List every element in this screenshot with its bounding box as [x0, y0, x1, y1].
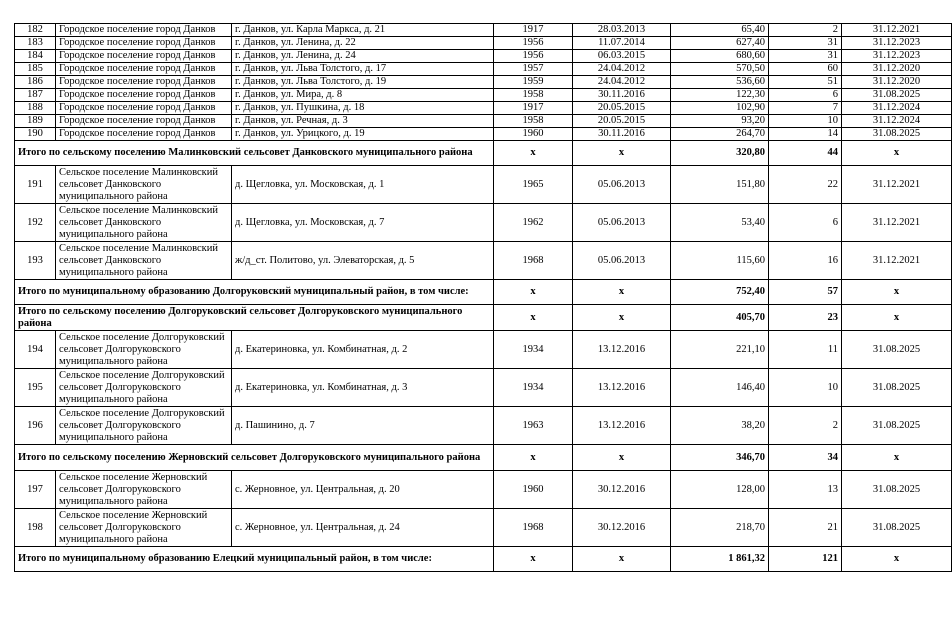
row-number: 195 [15, 369, 56, 407]
row-number: 193 [15, 242, 56, 280]
recognition-date-cell: 13.12.2016 [573, 331, 671, 369]
row-number: 185 [15, 63, 56, 76]
owner-cell: Городское поселение город Данков [56, 24, 232, 37]
address-cell: д. Екатериновка, ул. Комбинатная, д. 2 [232, 331, 494, 369]
table-row [15, 369, 952, 407]
row-number: 198 [15, 509, 56, 547]
address-cell: г. Данков, ул. Мира, д. 8 [232, 89, 494, 102]
owner-cell: Городское поселение город Данков [56, 115, 232, 128]
recognition-date-cell: 20.05.2015 [573, 115, 671, 128]
subtotal-deadline-cell: x [842, 547, 952, 572]
owner-cell: Городское поселение город Данков [56, 76, 232, 89]
resettlement-deadline-cell: 31.08.2025 [842, 369, 952, 407]
area-cell: 38,20 [671, 407, 769, 445]
recognition-date-cell: 24.04.2012 [573, 76, 671, 89]
area-cell: 93,20 [671, 115, 769, 128]
address-cell: г. Данков, ул. Ленина, д. 22 [232, 37, 494, 50]
table-row [15, 63, 952, 76]
owner-cell: Сельское поселение Долгоруковский сельсовет Долгоруковского муниципального района [56, 369, 232, 407]
area-cell: 122,30 [671, 89, 769, 102]
table-row [15, 331, 952, 369]
residents-count-cell: 31 [769, 50, 842, 63]
table-row [15, 471, 952, 509]
area-cell: 680,60 [671, 50, 769, 63]
table-row [15, 128, 952, 141]
year-built-cell: 1917 [494, 24, 573, 37]
table-row [15, 407, 952, 445]
year-built-cell: 1959 [494, 76, 573, 89]
residents-count-cell: 13 [769, 471, 842, 509]
table-row [15, 102, 952, 115]
recognition-date-cell: 05.06.2013 [573, 204, 671, 242]
resettlement-deadline-cell: 31.08.2025 [842, 509, 952, 547]
area-cell: 218,70 [671, 509, 769, 547]
subtotal-label: Итого по муниципальному образованию Долгоруковский муниципальный район, в том числе: [15, 280, 494, 305]
resettlement-deadline-cell: 31.12.2021 [842, 204, 952, 242]
recognition-date-cell: 28.03.2013 [573, 24, 671, 37]
row-number: 196 [15, 407, 56, 445]
subtotal-label: Итого по сельскому поселению Жерновский сельсовет Долгоруковского муниципального района [15, 445, 494, 471]
address-cell: г. Данков, ул. Пушкина, д. 18 [232, 102, 494, 115]
residents-count-cell: 6 [769, 89, 842, 102]
year-built-cell: 1958 [494, 89, 573, 102]
subtotal-area: 1 861,32 [671, 547, 769, 572]
address-cell: г. Данков, ул. Речная, д. 3 [232, 115, 494, 128]
resettlement-deadline-cell: 31.12.2024 [842, 102, 952, 115]
owner-cell: Сельское поселение Жерновский сельсовет Долгоруковского муниципального района [56, 471, 232, 509]
subtotal-row [15, 141, 952, 166]
recognition-date-cell: 24.04.2012 [573, 63, 671, 76]
resettlement-deadline-cell: 31.12.2023 [842, 50, 952, 63]
year-built-cell: 1965 [494, 166, 573, 204]
residents-count-cell: 60 [769, 63, 842, 76]
owner-cell: Городское поселение город Данков [56, 128, 232, 141]
resettlement-deadline-cell: 31.12.2020 [842, 63, 952, 76]
subtotal-row [15, 305, 952, 331]
residents-count-cell: 11 [769, 331, 842, 369]
subtotal-year-cell: x [494, 280, 573, 305]
owner-cell: Сельское поселение Жерновский сельсовет Долгоруковского муниципального района [56, 509, 232, 547]
year-built-cell: 1960 [494, 128, 573, 141]
table-row [15, 509, 952, 547]
address-cell: ж/д_ст. Политово, ул. Элеваторская, д. 5 [232, 242, 494, 280]
subtotal-row [15, 445, 952, 471]
row-number: 187 [15, 89, 56, 102]
recognition-date-cell: 11.07.2014 [573, 37, 671, 50]
table-row [15, 37, 952, 50]
recognition-date-cell: 05.06.2013 [573, 242, 671, 280]
resettlement-deadline-cell: 31.12.2021 [842, 242, 952, 280]
residents-count-cell: 31 [769, 37, 842, 50]
area-cell: 102,90 [671, 102, 769, 115]
subtotal-label: Итого по муниципальному образованию Елецкий муниципальный район, в том числе: [15, 547, 494, 572]
resettlement-deadline-cell: 31.08.2025 [842, 471, 952, 509]
year-built-cell: 1934 [494, 369, 573, 407]
residents-count-cell: 16 [769, 242, 842, 280]
owner-cell: Городское поселение город Данков [56, 102, 232, 115]
year-built-cell: 1917 [494, 102, 573, 115]
resettlement-deadline-cell: 31.12.2021 [842, 166, 952, 204]
address-cell: с. Жерновное, ул. Центральная, д. 24 [232, 509, 494, 547]
resettlement-deadline-cell: 31.12.2024 [842, 115, 952, 128]
year-built-cell: 1963 [494, 407, 573, 445]
table-row [15, 204, 952, 242]
year-built-cell: 1962 [494, 204, 573, 242]
address-cell: г. Данков, ул. Урицкого, д. 19 [232, 128, 494, 141]
recognition-date-cell: 13.12.2016 [573, 369, 671, 407]
subtotal-deadline-cell: x [842, 280, 952, 305]
owner-cell: Сельское поселение Долгоруковский сельсовет Долгоруковского муниципального района [56, 407, 232, 445]
subtotal-deadline-cell: x [842, 141, 952, 166]
subtotal-row [15, 547, 952, 572]
recognition-date-cell: 06.03.2015 [573, 50, 671, 63]
table-body [15, 24, 952, 572]
area-cell: 151,80 [671, 166, 769, 204]
area-cell: 536,60 [671, 76, 769, 89]
address-cell: д. Пашинино, д. 7 [232, 407, 494, 445]
subtotal-label: Итого по сельскому поселению Долгоруковский сельсовет Долгоруковского муниципального района [15, 305, 494, 331]
table-row [15, 166, 952, 204]
residents-count-cell: 10 [769, 369, 842, 407]
recognition-date-cell: 13.12.2016 [573, 407, 671, 445]
resettlement-deadline-cell: 31.08.2025 [842, 331, 952, 369]
subtotal-deadline-cell: x [842, 305, 952, 331]
owner-cell: Городское поселение город Данков [56, 50, 232, 63]
residents-count-cell: 51 [769, 76, 842, 89]
year-built-cell: 1956 [494, 37, 573, 50]
address-cell: с. Жерновное, ул. Центральная, д. 20 [232, 471, 494, 509]
subtotal-date-cell: x [573, 280, 671, 305]
area-cell: 65,40 [671, 24, 769, 37]
residents-count-cell: 6 [769, 204, 842, 242]
subtotal-row [15, 280, 952, 305]
row-number: 191 [15, 166, 56, 204]
resettlement-deadline-cell: 31.12.2023 [842, 37, 952, 50]
recognition-date-cell: 20.05.2015 [573, 102, 671, 115]
residents-count-cell: 21 [769, 509, 842, 547]
area-cell: 570,50 [671, 63, 769, 76]
area-cell: 115,60 [671, 242, 769, 280]
recognition-date-cell: 05.06.2013 [573, 166, 671, 204]
subtotal-area: 320,80 [671, 141, 769, 166]
owner-cell: Сельское поселение Долгоруковский сельсовет Долгоруковского муниципального района [56, 331, 232, 369]
area-cell: 221,10 [671, 331, 769, 369]
owner-cell: Городское поселение город Данков [56, 89, 232, 102]
recognition-date-cell: 30.11.2016 [573, 89, 671, 102]
address-cell: д. Щегловка, ул. Московская, д. 1 [232, 166, 494, 204]
recognition-date-cell: 30.12.2016 [573, 471, 671, 509]
table-row [15, 115, 952, 128]
subtotal-deadline-cell: x [842, 445, 952, 471]
row-number: 194 [15, 331, 56, 369]
table-row [15, 50, 952, 63]
subtotal-year-cell: x [494, 305, 573, 331]
table-row [15, 24, 952, 37]
subtotal-area: 405,70 [671, 305, 769, 331]
area-cell: 53,40 [671, 204, 769, 242]
year-built-cell: 1960 [494, 471, 573, 509]
residents-count-cell: 10 [769, 115, 842, 128]
area-cell: 627,40 [671, 37, 769, 50]
owner-cell: Городское поселение город Данков [56, 37, 232, 50]
table-row [15, 89, 952, 102]
row-number: 184 [15, 50, 56, 63]
area-cell: 128,00 [671, 471, 769, 509]
address-cell: д. Щегловка, ул. Московская, д. 7 [232, 204, 494, 242]
address-cell: г. Данков, ул. Ленина, д. 24 [232, 50, 494, 63]
address-cell: д. Екатериновка, ул. Комбинатная, д. 3 [232, 369, 494, 407]
subtotal-date-cell: x [573, 445, 671, 471]
subtotal-year-cell: x [494, 547, 573, 572]
row-number: 189 [15, 115, 56, 128]
area-cell: 146,40 [671, 369, 769, 407]
year-built-cell: 1958 [494, 115, 573, 128]
resettlement-deadline-cell: 31.12.2020 [842, 76, 952, 89]
owner-cell: Сельское поселение Малинковский сельсовет Данковского муниципального района [56, 242, 232, 280]
year-built-cell: 1968 [494, 242, 573, 280]
year-built-cell: 1956 [494, 50, 573, 63]
area-cell: 264,70 [671, 128, 769, 141]
owner-cell: Городское поселение город Данков [56, 63, 232, 76]
owner-cell: Сельское поселение Малинковский сельсовет Данковского муниципального района [56, 166, 232, 204]
subtotal-date-cell: x [573, 547, 671, 572]
row-number: 186 [15, 76, 56, 89]
subtotal-area: 752,40 [671, 280, 769, 305]
subtotal-year-cell: x [494, 445, 573, 471]
subtotal-count: 44 [769, 141, 842, 166]
subtotal-count: 121 [769, 547, 842, 572]
recognition-date-cell: 30.12.2016 [573, 509, 671, 547]
owner-cell: Сельское поселение Малинковский сельсовет Данковского муниципального района [56, 204, 232, 242]
year-built-cell: 1957 [494, 63, 573, 76]
subtotal-count: 34 [769, 445, 842, 471]
address-cell: г. Данков, ул. Льва Толстого, д. 19 [232, 76, 494, 89]
row-number: 197 [15, 471, 56, 509]
subtotal-count: 23 [769, 305, 842, 331]
address-cell: г. Данков, ул. Карла Маркса, д. 21 [232, 24, 494, 37]
residents-count-cell: 22 [769, 166, 842, 204]
subtotal-date-cell: x [573, 141, 671, 166]
subtotal-label: Итого по сельскому поселению Малинковский сельсовет Данковского муниципального района [15, 141, 494, 166]
subtotal-date-cell: x [573, 305, 671, 331]
year-built-cell: 1934 [494, 331, 573, 369]
table-row [15, 242, 952, 280]
resettlement-deadline-cell: 31.08.2025 [842, 89, 952, 102]
row-number: 182 [15, 24, 56, 37]
resettlement-deadline-cell: 31.08.2025 [842, 407, 952, 445]
recognition-date-cell: 30.11.2016 [573, 128, 671, 141]
residents-count-cell: 7 [769, 102, 842, 115]
address-cell: г. Данков, ул. Льва Толстого, д. 17 [232, 63, 494, 76]
year-built-cell: 1968 [494, 509, 573, 547]
row-number: 190 [15, 128, 56, 141]
subtotal-year-cell: x [494, 141, 573, 166]
row-number: 188 [15, 102, 56, 115]
residents-count-cell: 14 [769, 128, 842, 141]
table-row [15, 76, 952, 89]
residents-count-cell: 2 [769, 24, 842, 37]
subtotal-area: 346,70 [671, 445, 769, 471]
row-number: 183 [15, 37, 56, 50]
subtotal-count: 57 [769, 280, 842, 305]
resettlement-deadline-cell: 31.08.2025 [842, 128, 952, 141]
housing-registry-table [14, 23, 952, 572]
resettlement-deadline-cell: 31.12.2021 [842, 24, 952, 37]
residents-count-cell: 2 [769, 407, 842, 445]
row-number: 192 [15, 204, 56, 242]
